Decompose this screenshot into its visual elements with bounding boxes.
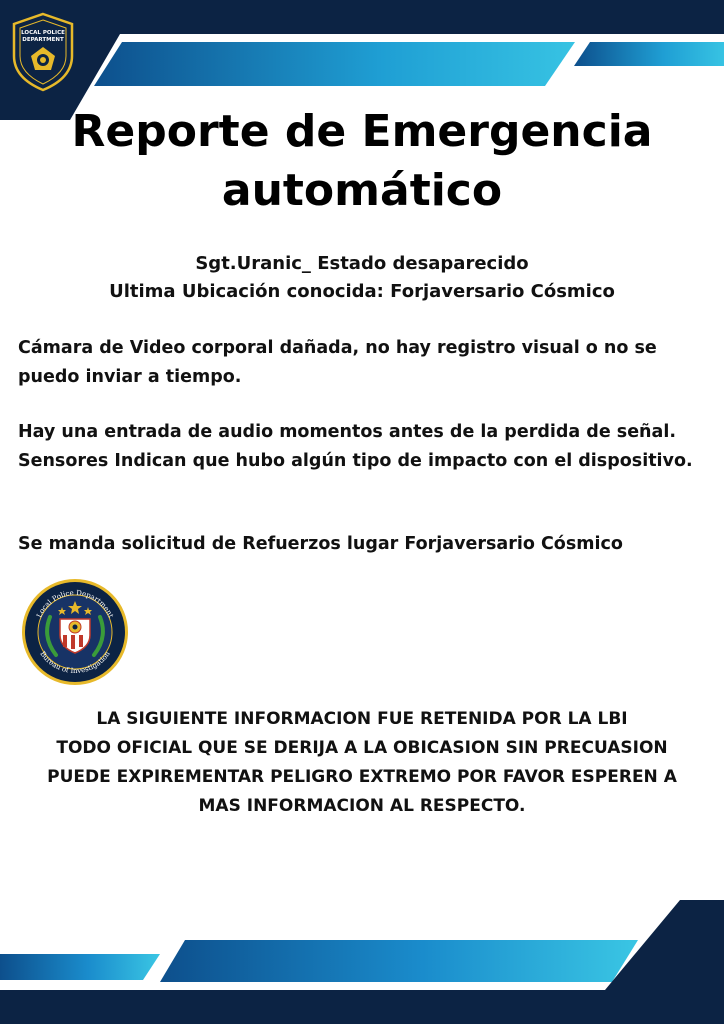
- warning-line-3: PUEDE EXPIREMENTAR PELIGRO EXTREMO POR FAVOR ESPEREN A: [47, 767, 677, 787]
- svg-text:Bureau of Investigation: Bureau of Investigation: [38, 649, 112, 676]
- warning-line-2: TODO OFICIAL QUE SE DERIJA A LA OBICASION SIN PRECUASION: [56, 738, 668, 758]
- svg-text:LOCAL POLICE: LOCAL POLICE: [21, 30, 65, 36]
- report-paragraph-backup: Se manda solicitud de Refuerzos lugar Forjaversario Cósmico: [18, 534, 623, 554]
- footer-blue-band: [160, 940, 638, 982]
- bureau-seal-logo: [20, 577, 130, 687]
- officer-status: Sgt.Uranic_ Estado desaparecido: [195, 253, 529, 274]
- warning-line-4: MAS INFORMACION AL RESPECTO.: [198, 796, 526, 816]
- svg-text:DEPARTMENT: DEPARTMENT: [22, 37, 64, 43]
- header-blue-stripe: [574, 42, 724, 66]
- report-paragraph-audio: Hay una entrada de audio momentos antes de la perdida de señal. Sensores Indican que hubo algún tipo de impacto con el dispositivo.: [18, 422, 693, 471]
- police-badge-logo: [10, 12, 76, 92]
- warning-block: [0, 705, 724, 821]
- footer-blue-stripe: [0, 954, 160, 980]
- title-line-2: automático: [221, 165, 503, 216]
- page-title: [0, 102, 724, 220]
- report-subtitle: [0, 250, 724, 306]
- last-location: Ultima Ubicación conocida: Forjaversario Cósmico: [109, 281, 615, 302]
- warning-line-1: LA SIGUIENTE INFORMACION FUE RETENIDA POR LA LBI: [96, 709, 628, 729]
- header-blue-band: [94, 42, 575, 86]
- report-paragraph-camera: Cámara de Video corporal dañada, no hay registro visual o no se puedo inviar a tiempo.: [18, 338, 657, 387]
- svg-text:Local Police Department: Local Police Department: [35, 588, 115, 620]
- title-line-1: Reporte de Emergencia: [71, 106, 653, 157]
